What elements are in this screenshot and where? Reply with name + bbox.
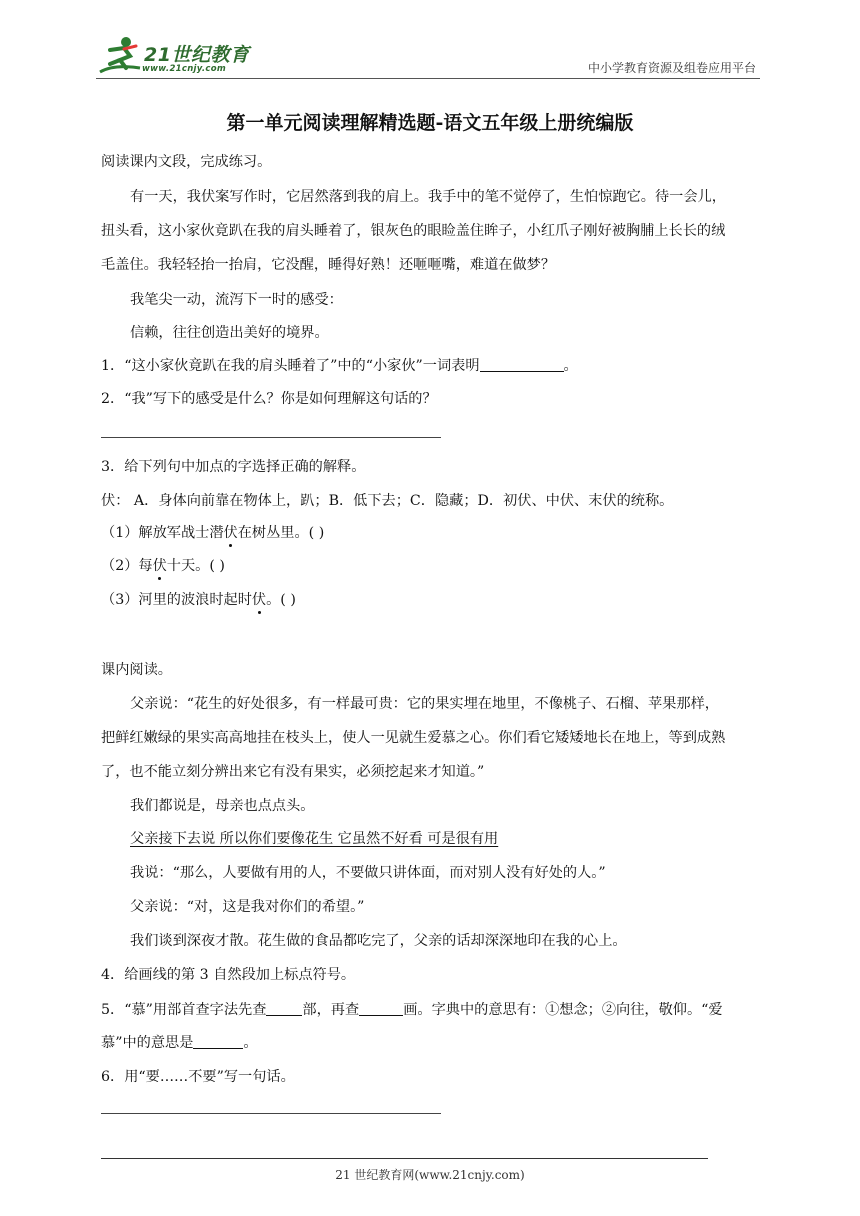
q5-text: 部，再查: [302, 1002, 360, 1018]
passage2-line: 我们谈到深夜才散。花生做的食品都吃完了，父亲的话却深深地印在我的心上。: [130, 933, 627, 949]
passage2-line: 了，也不能立刻分辨出来它有没有果实，必须挖起来才知道。”: [101, 764, 485, 780]
dotted-char: 伏: [224, 522, 238, 542]
passage2-line: 我说：“那么，人要做有用的人，不要做只讲体面，而对别人没有好处的人。”: [130, 865, 606, 881]
page-footer: 21 世纪教育网(www.21cnjy.com): [335, 1168, 525, 1182]
dotted-char: 伏: [153, 555, 167, 575]
question-3-3: [101, 589, 296, 609]
footer-divider: [101, 1158, 708, 1159]
answer-line[interactable]: [101, 437, 441, 438]
passage2-line: 把鲜红嫩绿的果实高高地挂在枝头上，使人一见就生爱慕之心。你们看它矮矮地长在地上，等到成熟: [101, 730, 726, 746]
question-3: 3．给下列句中加点的字选择正确的解释。: [101, 459, 366, 475]
question-3-1: [101, 522, 324, 542]
q3-2-blank[interactable]: 十天。( ): [166, 558, 225, 574]
q5-text: 慕”中的意思是: [101, 1035, 194, 1051]
passage2-line: 父亲说：“花生的好处很多，有一样最可贵：它的果实埋在地里，不像桃子、石榴、苹果那样，: [130, 696, 719, 712]
question-1-text: 1．“这小家伙竟趴在我的肩头睡着了”中的“小家伙”一词表明: [101, 358, 480, 374]
question-6: 6．用“要……不要”写一句话。: [101, 1069, 295, 1085]
passage2-line: 父亲说：“对，这是我对你们的希望。”: [130, 899, 365, 915]
logo: [96, 34, 266, 78]
underlined-paragraph: 父亲接下去说 所以你们要像花生 它虽然不好看 可是很有用: [130, 831, 499, 847]
q3-2-text: （2）每: [101, 558, 153, 574]
passage1-line: 我笔尖一动，流泻下一时的感受：: [130, 292, 343, 308]
passage1-line: 毛盖住。我轻轻抬一抬肩，它没醒，睡得好熟！还咂咂嘴，难道在做梦？: [101, 257, 556, 273]
q5-text: 5．“慕”用部首查字法先查: [101, 1002, 267, 1018]
question-2: 2．“我”写下的感受是什么？你是如何理解这句话的？: [101, 391, 437, 407]
q3-3-blank[interactable]: 。( ): [266, 592, 296, 608]
section1-instruction: 阅读课内文段，完成练习。: [101, 154, 272, 170]
dotted-char: 伏: [252, 589, 266, 609]
passage1-line: 信赖，往往创造出美好的境界。: [130, 325, 329, 341]
q3-1-text: （1）解放军战士潜: [101, 525, 224, 541]
q3-1-blank[interactable]: 在树丛里。( ): [237, 525, 325, 541]
q5-text: 画。字典中的意思有：①想念；②向往，敬仰。“爱: [403, 1002, 723, 1018]
question-5: [101, 999, 723, 1019]
question-3-2: [101, 555, 225, 575]
logo-text: 21世纪教育: [144, 44, 250, 66]
question-5-cont: [101, 1032, 258, 1052]
question-1: [101, 355, 578, 375]
passage2-line: 我们都说是，母亲也点点头。: [130, 798, 315, 814]
passage1-line: 扭头看，这小家伙竟趴在我的肩头睡着了，银灰色的眼睑盖住眸子，小红爪子刚好被胸脯上长长的绒: [101, 223, 726, 239]
question-4: 4．给画线的第 3 自然段加上标点符号。: [101, 967, 356, 983]
platform-name: 中小学教育资源及组卷应用平台: [587, 61, 756, 75]
answer-blank[interactable]: [266, 1001, 302, 1016]
answer-line[interactable]: [101, 1113, 441, 1114]
answer-blank[interactable]: [359, 1001, 403, 1016]
document-title: 第一单元阅读理解精选题-语文五年级上册统编版: [226, 112, 634, 134]
runner-logo-icon: [96, 34, 146, 78]
section2-instruction: 课内阅读。: [101, 662, 172, 678]
q3-3-text: （3）河里的波浪时起时: [101, 592, 252, 608]
question-3-definitions: 伏： A．身体向前靠在物体上，趴；B．低下去；C．隐藏；D．初伏、中伏、末伏的统称。: [101, 493, 674, 509]
question-1-end: 。: [563, 358, 578, 374]
logo-url: www.21cnjy.com: [142, 64, 226, 74]
answer-blank[interactable]: [480, 357, 564, 372]
page-header: [96, 30, 760, 80]
answer-blank[interactable]: [193, 1034, 243, 1049]
passage1-line: 有一天，我伏案写作时，它居然落到我的肩上。我手中的笔不觉停了，生怕惊跑它。待一会儿，: [130, 189, 726, 205]
header-divider: [96, 78, 760, 79]
q5-text: 。: [243, 1035, 258, 1051]
